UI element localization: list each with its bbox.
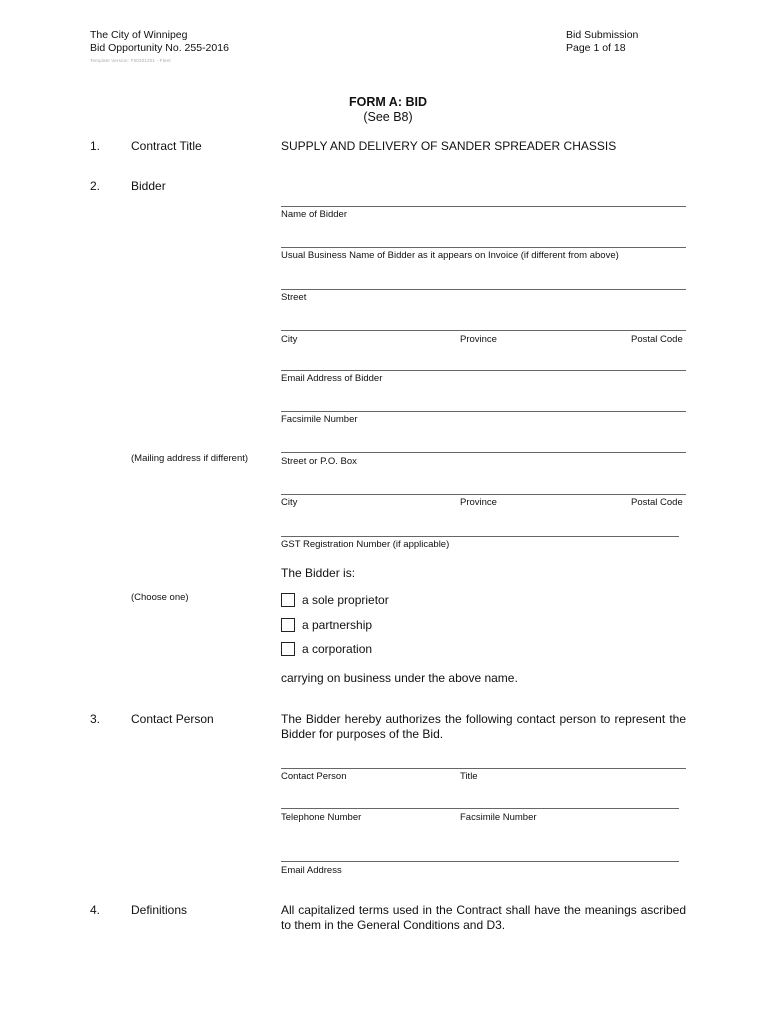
form-subtitle: (See B8) (363, 110, 413, 124)
section-1-label: Contract Title (131, 139, 202, 153)
section-1-number: 1. (90, 139, 101, 153)
province-caption: Province (460, 334, 497, 345)
bidder-fax-field[interactable] (281, 411, 686, 412)
header-page-number: Page 1 of 18 (566, 42, 626, 54)
mailing-street-field[interactable] (281, 452, 686, 453)
section-4-number: 4. (90, 903, 101, 917)
header-bid-opportunity: Bid Opportunity No. 255-2016 (90, 42, 229, 54)
contact-authorization-text: The Bidder hereby authorizes the following contact person to represent the Bidder for purposes of the Bid. (281, 712, 686, 741)
contact-phone-fax-field[interactable] (281, 808, 679, 809)
city-province-postal-field[interactable] (281, 330, 686, 331)
partnership-label: a partnership (302, 618, 373, 632)
contact-title-caption: Title (460, 771, 478, 782)
carrying-on-business-text: carrying on business under the above name. (281, 671, 518, 685)
bidder-email-caption: Email Address of Bidder (281, 373, 383, 384)
choose-one-note: (Choose one) (131, 592, 189, 603)
street-caption: Street (281, 292, 307, 303)
bidder-fax-caption: Facsimile Number (281, 414, 358, 425)
contact-email-field[interactable] (281, 861, 679, 862)
sole-proprietor-checkbox[interactable] (281, 593, 295, 607)
header-bid-submission: Bid Submission (566, 29, 639, 41)
corporation-label: a corporation (302, 642, 373, 656)
partnership-checkbox[interactable] (281, 618, 295, 632)
telephone-number-caption: Telephone Number (281, 812, 362, 823)
definitions-text: All capitalized terms used in the Contract shall have the meanings ascribed to them in the General Conditions and D3. (281, 903, 686, 932)
contact-fax-caption: Facsimile Number (460, 812, 537, 823)
section-4-label: Definitions (131, 903, 188, 917)
mailing-address-note: (Mailing address if different) (131, 453, 249, 464)
contact-person-caption: Contact Person (281, 771, 347, 782)
section-2-number: 2. (90, 179, 101, 193)
corporation-checkbox[interactable] (281, 642, 295, 656)
bidder-is-heading: The Bidder is: (281, 566, 356, 580)
contact-email-caption: Email Address (281, 865, 342, 876)
city-caption: City (281, 334, 298, 345)
mailing-city-province-postal-field[interactable] (281, 494, 686, 495)
section-2-label: Bidder (131, 179, 166, 193)
sole-proprietor-label: a sole proprietor (302, 593, 389, 607)
business-name-field[interactable] (281, 247, 686, 248)
mailing-province-caption: Province (460, 497, 497, 508)
bidder-email-field[interactable] (281, 370, 686, 371)
name-of-bidder-field[interactable] (281, 206, 686, 207)
street-field[interactable] (281, 289, 686, 290)
section-3-number: 3. (90, 712, 101, 726)
template-version-note: Template Version: F00201201 - Fleet (90, 58, 171, 63)
header-city: The City of Winnipeg (90, 29, 188, 41)
section-3-label: Contact Person (131, 712, 214, 726)
business-name-caption: Usual Business Name of Bidder as it appears on Invoice (if different from above) (281, 250, 619, 261)
form-title: FORM A: BID (349, 95, 427, 109)
mailing-street-caption: Street or P.O. Box (281, 456, 357, 467)
gst-number-field[interactable] (281, 536, 679, 537)
contract-title-value: SUPPLY AND DELIVERY OF SANDER SPREADER CHASSIS (281, 139, 617, 153)
name-of-bidder-caption: Name of Bidder (281, 209, 348, 220)
mailing-postal-code-caption: Postal Code (631, 497, 683, 508)
contact-person-title-field[interactable] (281, 768, 686, 769)
gst-number-caption: GST Registration Number (if applicable) (281, 539, 450, 550)
postal-code-caption: Postal Code (631, 334, 683, 345)
mailing-city-caption: City (281, 497, 298, 508)
